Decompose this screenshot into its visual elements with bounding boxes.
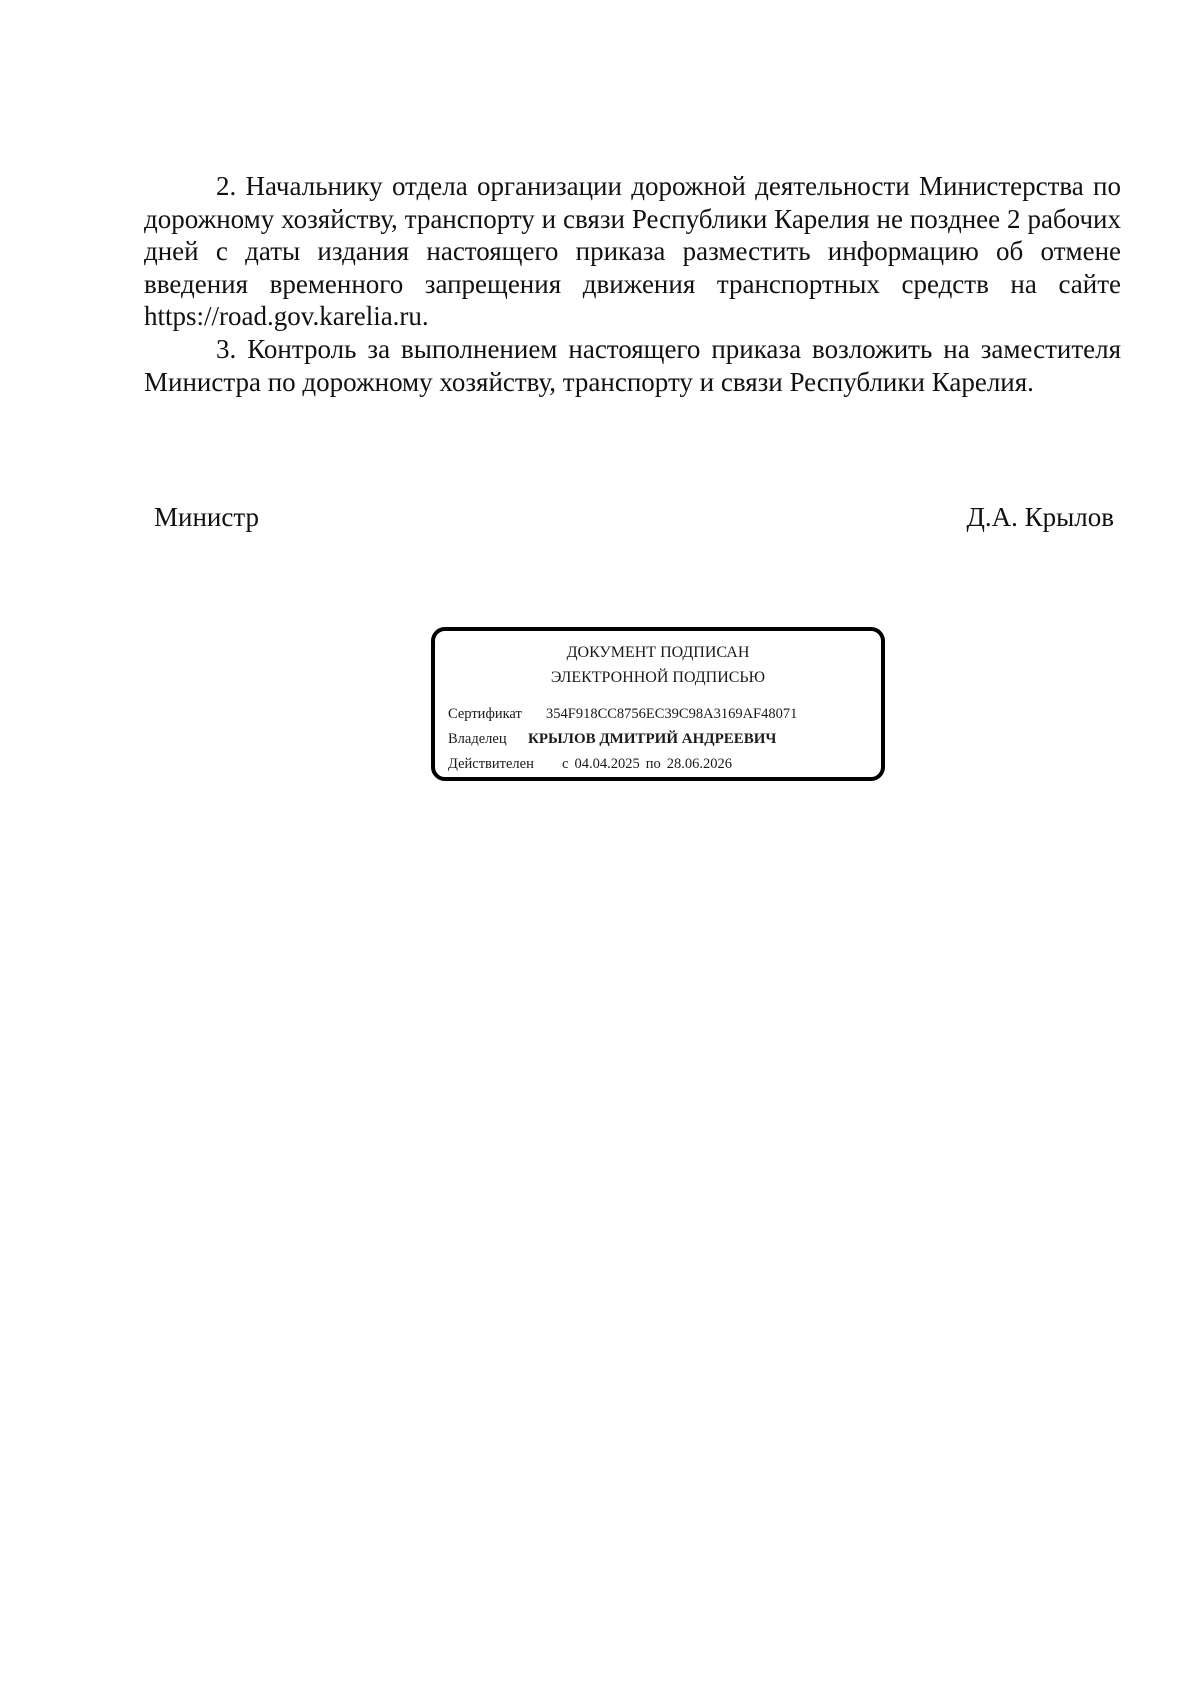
document-body (144, 170, 1121, 398)
certificate-value: 354F918CC8756EC39C98A3169AF48071 (546, 706, 798, 722)
valid-to-date: 28.06.2026 (666, 756, 732, 772)
stamp-certificate-row (448, 704, 797, 724)
paragraph-2: 2. Начальнику отдела организации дорожной деятельности Министерства по дорожному хозяйству, транспорту и связи Республики Карелия не позднее 2 рабочих дней с даты издания настоящего приказа разместить информацию об отмене введения временного запрещения движения транспортных средств на сайте https://road.gov.karelia.ru. (144, 171, 1121, 332)
signer-position: Министр (154, 502, 259, 532)
signature-block (154, 500, 1114, 534)
owner-value: КРЫЛОВ ДМИТРИЙ АНДРЕЕВИЧ (528, 731, 777, 747)
electronic-signature-stamp (431, 627, 885, 781)
stamp-title (435, 640, 881, 690)
stamp-title-line2: ЭЛЕКТРОННОЙ ПОДПИСЬЮ (550, 669, 766, 686)
valid-from-date: 04.04.2025 (574, 756, 640, 772)
valid-from-prefix: с (562, 756, 569, 772)
stamp-validity-row (448, 754, 738, 774)
stamp-owner-row (448, 729, 776, 749)
valid-to-prefix: по (645, 756, 661, 772)
valid-label: Действителен (448, 756, 534, 772)
signer-name: Д.А. Крылов (966, 502, 1114, 532)
certificate-label: Сертификат (448, 706, 522, 722)
paragraph-3: 3. Контроль за выполнением настоящего приказа возложить на заместителя Министра по дорожному хозяйству, транспорту и связи Республики Карелия. (144, 333, 1121, 397)
owner-label: Владелец (448, 731, 507, 747)
stamp-title-line1: ДОКУМЕНТ ПОДПИСАН (566, 644, 750, 661)
